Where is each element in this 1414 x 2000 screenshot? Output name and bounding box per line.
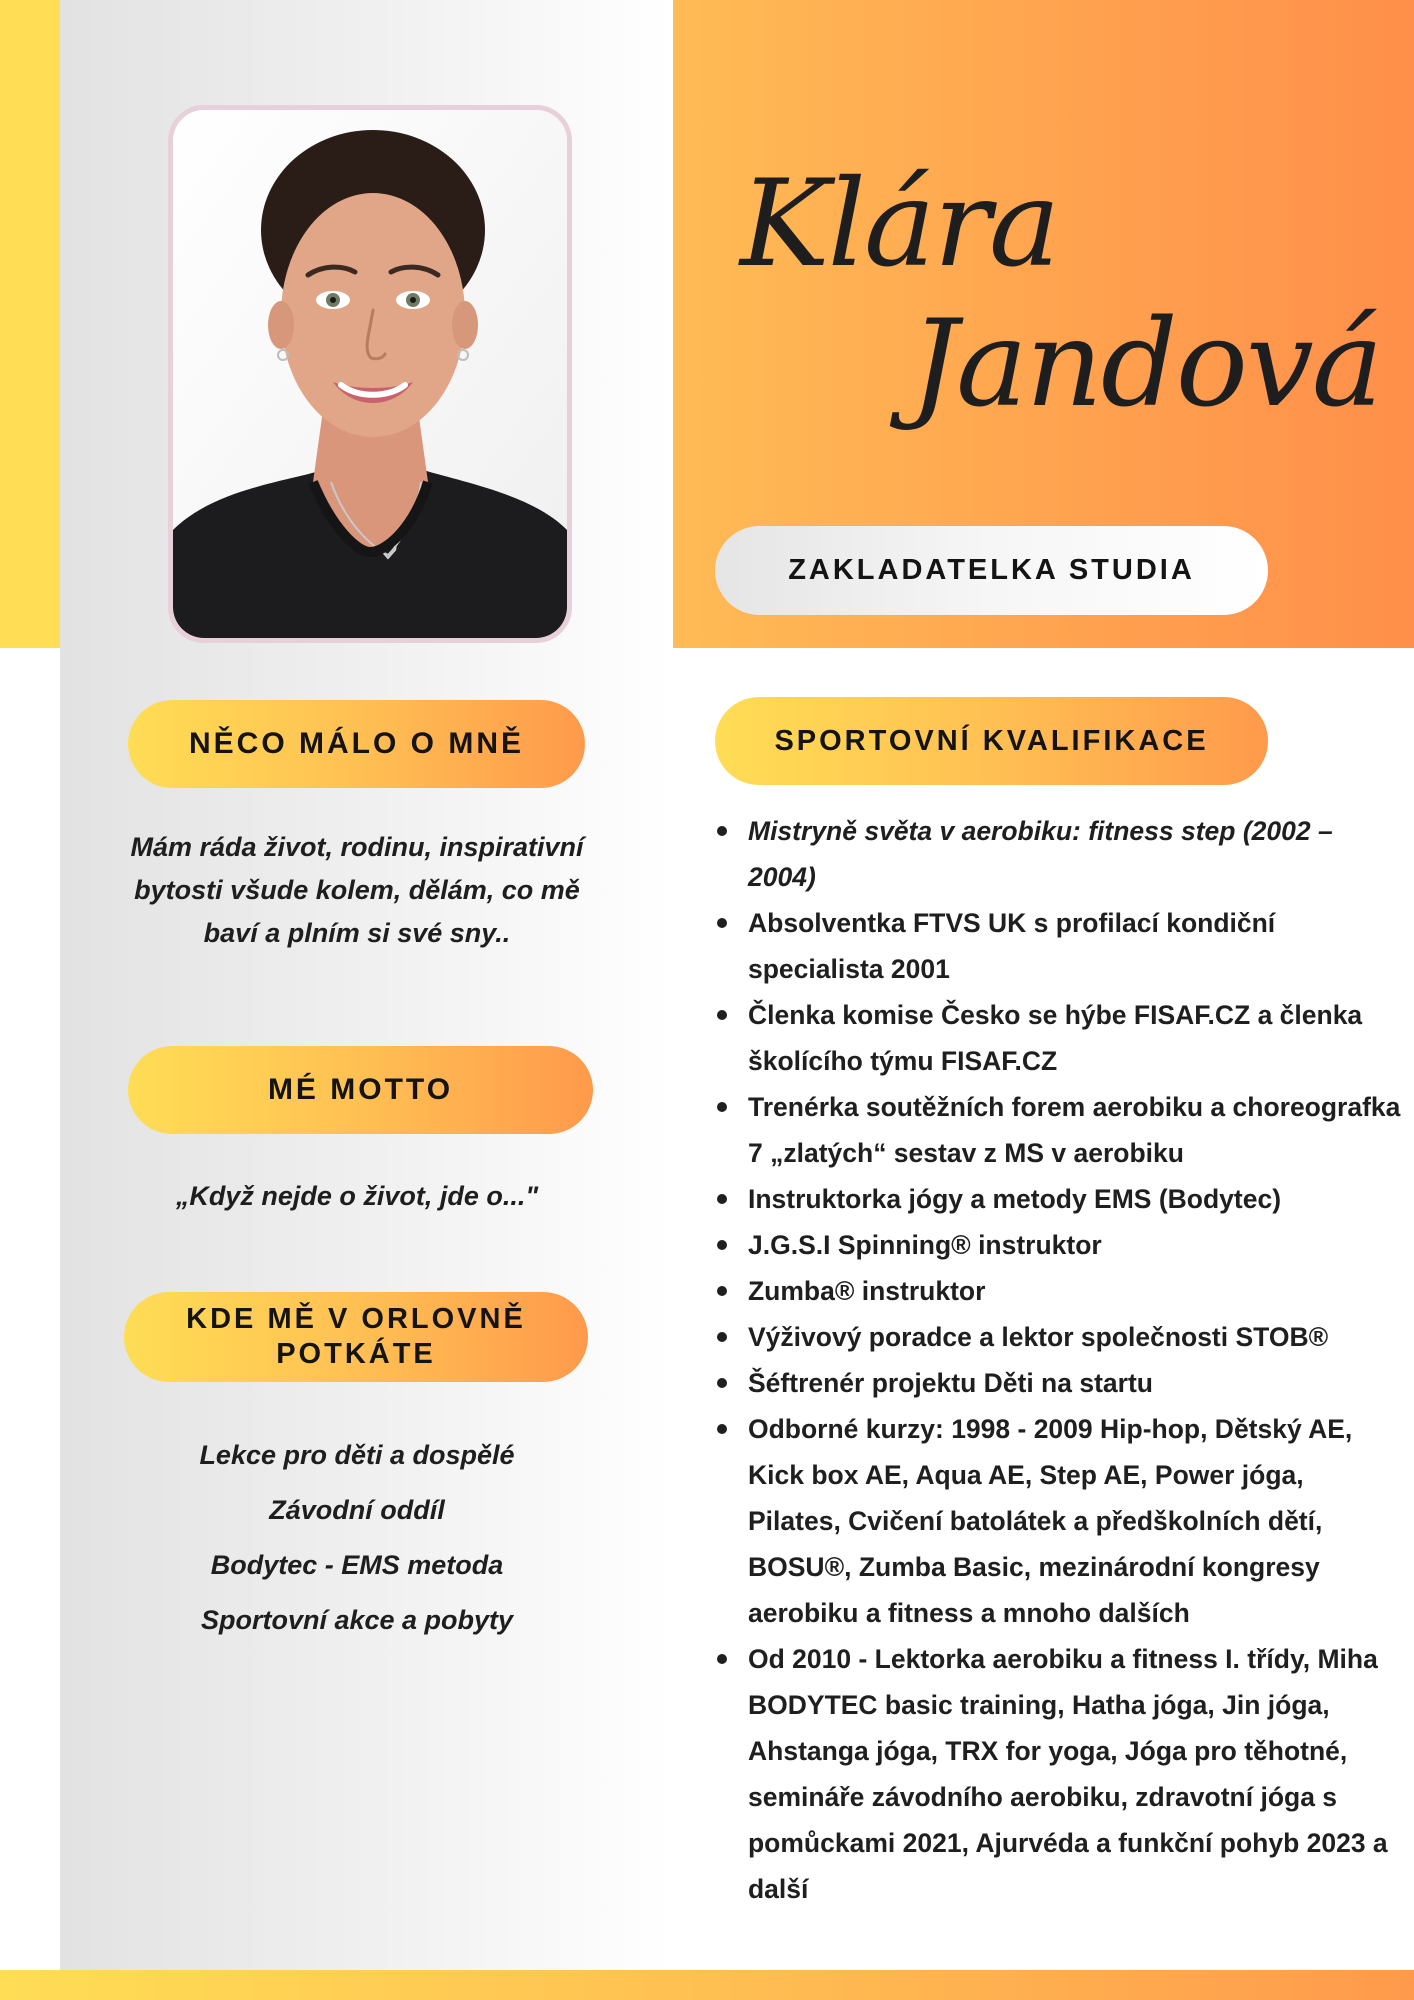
motto-text: „Když nejde o život, jde o..." [175,1181,539,1211]
portrait-illustration [173,110,567,638]
list-item: Mistryně světa v aerobiku: fitness step (2002 – 2004) [712,808,1402,900]
role-label: ZAKLADATELKA STUDIA [788,554,1195,586]
about-heading-label: NĚCO MÁLO O MNĚ [189,727,524,760]
list-item: Bodytec - EMS metoda [210,1550,504,1580]
list-item: Trenérka soutěžních forem aerobiku a choreografka 7 „zlatých“ sestav z MS v aerobiku [712,1084,1402,1176]
list-item: Odborné kurzy: 1998 - 2009 Hip-hop, Dětský AE, Kick box AE, Aqua AE, Step AE, Power jóga, Pilates, Cvičení batolátek a předškolních dětí, BOSU®, Zumba Basic, mezinárodní kongresy aerobiku a fitness a mnoho dalších [712,1406,1402,1636]
role-badge [715,526,1268,615]
motto-heading-label: MÉ MOTTO [267,1073,454,1106]
list-item: Členka komise Česko se hýbe FISAF.CZ a členka školícího týmu FISAF.CZ [712,992,1402,1084]
qualifications-heading [715,697,1268,785]
list-item: Výživový poradce a lektor společnosti STOB® [712,1314,1402,1360]
qualifications-list [712,808,1402,1912]
list-item: Od 2010 - Lektorka aerobiku a fitness I. třídy, Miha BODYTEC basic training, Hatha jóga, Jin jóga, Ahstanga jóga, TRX for yoga, Jóga pro těhotné, semináře závodního aerobiku, zdravotní jóga s pomůckami 2021, Ajurvéda a funkční pohyb 2023 a další [712,1636,1402,1912]
qualifications-heading-label: SPORTOVNÍ KVALIFIKACE [774,724,1209,757]
list-item: Lekce pro děti a dospělé [199,1440,515,1470]
about-heading [128,700,585,788]
list-item: Šéftrenér projektu Děti na startu [712,1360,1402,1406]
bottom-gradient-bar [0,1970,1414,2000]
list-item: Absolventka FTVS UK s profilací kondiční specialista 2001 [712,900,1402,992]
list-item: Závodní oddíl [269,1495,445,1525]
first-name: Klára [740,155,1059,294]
list-item: Sportovní akce a pobyty [200,1605,514,1635]
where-heading-label: KDE MĚ V ORLOVNĚ POTKÁTE [186,1303,526,1370]
profile-photo [168,105,572,643]
yellow-accent-strip [0,0,60,648]
motto-heading [128,1046,593,1134]
where-heading [124,1292,588,1382]
list-item: J.G.S.I Spinning® instruktor [712,1222,1402,1268]
where-list [120,1428,594,1648]
list-item: Zumba® instruktor [712,1268,1402,1314]
list-item: Instruktorka jógy a metody EMS (Bodytec) [712,1176,1402,1222]
last-name: Jandová [910,295,1382,434]
about-text: Mám ráda život, rodinu, inspirativní bytosti všude kolem, dělám, co mě baví a plním si své sny.. [130,832,584,948]
